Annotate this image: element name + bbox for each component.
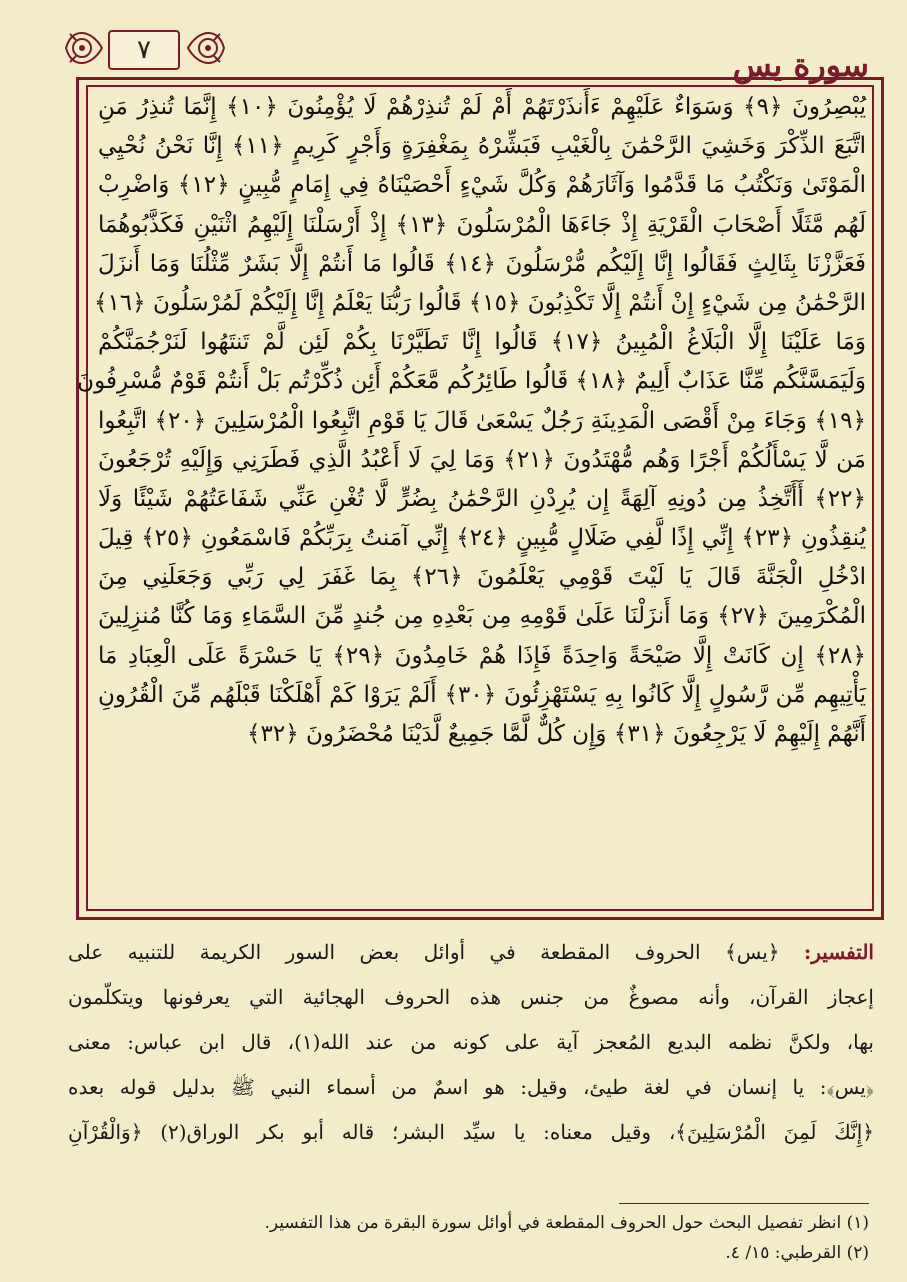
tafsir-line: بها، ولكنَّ نظمه البديع المُعجز آية على كونه من عند الله(١)، قال ابن عباس: معنى [68, 1030, 874, 1054]
right-ornament-icon [184, 24, 228, 72]
quran-text-block [77, 88, 867, 754]
quran-line: ادْخُلِ الْجَنَّةَ قَالَ يَا لَيْتَ قَوْمِي يَعْلَمُونَ ﴿٢٦﴾ بِمَا غَفَرَ لِي رَبِّي وَجَعَلَنِي مِنَ [98, 564, 866, 591]
footnotes [63, 1208, 869, 1268]
quran-line: فَعَزَّزْنَا بِثَالِثٍ فَقَالُوا إِنَّا إِلَيْكُم مُّرْسَلُونَ ﴿١٤﴾ قَالُوا مَا أَنتُمْ إِلَّا بَشَرٌ مِّثْلُنَا وَمَا أَنزَلَ [98, 250, 866, 277]
quran-line: ﴿٢٨﴾ إِن كَانَتْ إِلَّا صَيْحَةً وَاحِدَةً فَإِذَا هُمْ خَامِدُونَ ﴿٢٩﴾ يَا حَسْرَةً عَلَى الْعِبَادِ مَا [98, 642, 867, 669]
quran-line: يَأْتِيهِم مِّن رَّسُولٍ إِلَّا كَانُوا بِهِ يَسْتَهْزِئُونَ ﴿٣٠﴾ أَلَمْ يَرَوْا كَمْ أَهْلَكْنَا قَبْلَهُم مِّنَ الْقُرُونِ [98, 681, 866, 708]
quran-line: ﴿١٩﴾ وَجَاءَ مِنْ أَقْصَى الْمَدِينَةِ رَجُلٌ يَسْعَىٰ قَالَ يَا قَوْمِ اتَّبِعُوا الْمُرْسَلِينَ ﴿٢٠﴾ اتَّبِعُوا [98, 407, 866, 434]
surah-title: سورة يس [732, 46, 869, 84]
quran-line: ﴿٢٢﴾ أَأَتَّخِذُ مِن دُونِهِ آلِهَةً إِن يُرِدْنِ الرَّحْمَٰنُ بِضُرٍّ لَّا تُغْنِ عَنِّي شَفَاعَتُهُمْ شَيْئًا وَلَا [98, 485, 866, 512]
quran-line: الرَّحْمَٰنُ مِن شَيْءٍ إِنْ أَنتُمْ إِلَّا تَكْذِبُونَ ﴿١٥﴾ قَالُوا رَبُّنَا يَعْلَمُ إِنَّا إِلَيْكُمْ لَمُرْسَلُونَ ﴿١٦﴾ [93, 289, 866, 316]
quran-line: يُبْصِرُونَ ﴿٩﴾ وَسَوَاءٌ عَلَيْهِمْ ءَأَنذَرْتَهُمْ أَمْ لَمْ تُنذِرْهُمْ لَا يُؤْمِنُونَ ﴿١٠﴾ إِنَّمَا تُنذِرُ مَنِ [98, 94, 866, 120]
quran-line: وَلَيَمَسَّنَّكُم مِّنَّا عَذَابٌ أَلِيمٌ ﴿١٨﴾ قَالُوا طَائِرُكُم مَّعَكُمْ أَئِن ذُكِّرْتُم بَلْ أَنتُمْ قَوْمٌ مُّسْرِفُونَ [77, 368, 866, 395]
quran-line: لَهُم مَّثَلًا أَصْحَابَ الْقَرْيَةِ إِذْ جَاءَهَا الْمُرْسَلُونَ ﴿١٣﴾ إِذْ أَرْسَلْنَا إِلَيْهِمُ اثْنَيْنِ فَكَذَّبُوهُمَا [98, 211, 866, 238]
quran-line: أَنَّهُمْ إِلَيْهِمْ لَا يَرْجِعُونَ ﴿٣١﴾ وَإِن كُلٌّ لَّمَّا جَمِيعٌ لَّدَيْنَا مُحْضَرُونَ ﴿٣٢﴾ [246, 721, 866, 747]
quran-line: وَمَا عَلَيْنَا إِلَّا الْبَلَاغُ الْمُبِينُ ﴿١٧﴾ قَالُوا إِنَّا تَطَيَّرْنَا بِكُمْ لَئِن لَّمْ تَنتَهُوا لَنَرْجُمَنَّكُمْ [98, 329, 866, 356]
left-ornament-icon [62, 24, 106, 72]
tafsir-line: ﴿إِنَّكَ لَمِنَ الْمُرْسَلِينَ﴾، وقيل معناه: يا سيِّد البشر؛ قاله أبو بكر الوراق(٢) ﴿وَالْقُرْآنِ [68, 1120, 875, 1144]
quran-line: اتَّبَعَ الذِّكْرَ وَخَشِيَ الرَّحْمَٰنَ بِالْغَيْبِ فَبَشِّرْهُ بِمَغْفِرَةٍ وَأَجْرٍ كَرِيمٍ ﴿١١﴾ إِنَّا نَحْنُ نُحْيِي [98, 133, 866, 160]
tafsir-line [68, 930, 874, 975]
page-number: ٧ [108, 30, 180, 70]
footnote-divider [619, 1203, 869, 1204]
quran-line: الْمُكْرَمِينَ ﴿٢٧﴾ وَمَا أَنزَلْنَا عَلَىٰ قَوْمِهِ مِن بَعْدِهِ مِن جُندٍ مِّنَ السَّمَاءِ وَمَا كُنَّا مُنزِلِينَ [98, 603, 866, 630]
quran-line: الْمَوْتَىٰ وَنَكْتُبُ مَا قَدَّمُوا وَآثَارَهُمْ وَكُلَّ شَيْءٍ أَحْصَيْنَاهُ فِي إِمَامٍ مُّبِينٍ ﴿١٢﴾ وَاضْرِبْ [98, 172, 866, 199]
footnote: (١) انظر تفصيل البحث حول الحروف المقطعة في أوائل سورة البقرة من هذا التفسير. [264, 1213, 869, 1233]
tafsir-text: ﴿يس﴾ الحروف المقطعة في أوائل بعض السور الكريمة للتنبيه على [68, 940, 780, 964]
tafsir-block [68, 930, 874, 1155]
quran-line: مَن لَّا يَسْأَلُكُمْ أَجْرًا وَهُم مُّهْتَدُونَ ﴿٢١﴾ وَمَا لِيَ لَا أَعْبُدُ الَّذِي فَطَرَنِي وَإِلَيْهِ تُرْجَعُونَ [98, 446, 866, 473]
footnote: (٢) القرطبي: ١٥/ ٤. [725, 1243, 869, 1263]
quran-line: يُنقِذُونِ ﴿٢٣﴾ إِنِّي إِذًا لَّفِي ضَلَالٍ مُّبِينٍ ﴿٢٤﴾ إِنِّي آمَنتُ بِرَبِّكُمْ فَاسْمَعُونِ ﴿٢٥﴾ قِيلَ [98, 525, 866, 552]
tafsir-label: التفسير: [803, 940, 874, 964]
tafsir-line: ﴿يس﴾: يا إنسان في لغة طيئ، وقيل: هو اسمٌ من أسماء النبي ﷺ بدليل قوله بعده [68, 1075, 874, 1099]
tafsir-line: إعجاز القرآن، وأنه مصوغٌ من جنس هذه الحروف الهجائية التي يعرفونها ويتكلّمون [68, 985, 874, 1009]
